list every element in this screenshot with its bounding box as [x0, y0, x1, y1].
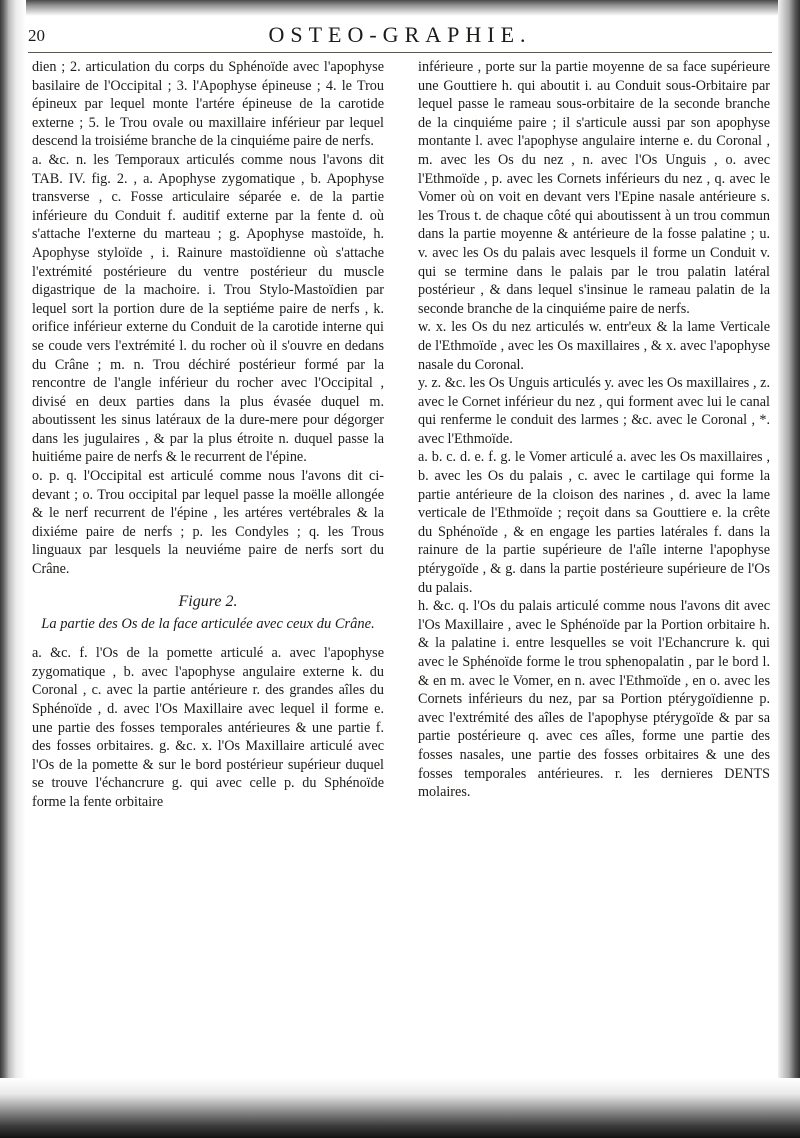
- paragraph: inférieure , porte sur la partie moyenne de sa face supérieure une Gouttiere h. qui aboutit i. au Conduit sous-Orbitaire par lequel passe le rameau sous-orbitaire de la seconde branche de la cinquiéme paire ; il s'articule aussi par son apophyse montante l. avec l'apophyse angulaire interne e. du Coronal , m. avec les Os du nez , n. avec l'Os Unguis , o. avec l'Ethmoïde , p. avec les Cornets inférieurs du nez , q. avec le Vomer où on voit en devant vers l'Epine nasale antérieure s. les Trous t. de chaque côté qui aboutissent à un trou commun dans la partie moyenne & antérieure de la fosse palatine ; u. v. avec les Os du palais avec lesquels il forme un Conduit v. qui se termine dans le palais par le trou palatin latéral postérieur , & dans lequel s'insinue le rameau palatin de la seconde branche de la cinquiéme paire de nerfs.: [418, 59, 770, 317]
- running-title: OSTEO-GRAPHIE.: [268, 22, 532, 47]
- page-edge-bottom: [0, 1078, 800, 1138]
- paragraph: w. x. les Os du nez articulés w. entr'eux & la lame Verticale de l'Ethmoïde , avec les Os maxillaires , & x. avec l'apophyse nasale du Coronal.: [418, 319, 770, 373]
- paragraph: o. p. q. l'Occipital est articulé comme nous l'avons dit ci-devant ; o. Trou occipital par lequel passe la moëlle allongée & le nerf recurrent de l'épine , les artéres vertébrales & la dixiéme paire de nerfs ; p. les Condyles ; q. les Trous linguaux par lesquels la neuviéme paire de nerfs sort du Crâne.: [32, 468, 384, 578]
- paragraph: h. &c. q. l'Os du palais articulé comme nous l'avons dit avec l'Os Maxillaire , avec le Sphénoïde par la Portion orbitaire h. & la palatine i. entre lesquelles se voit l'Echancrure k. qui avec le Sphénoïde forme le trou sphenopalatin , par le bord l. & en m. avec le Vomer, en n. avec l'Ethmoïde , en o. avec les Cornets inférieurs du nez, par sa Portion ptérygoïdienne p. avec l'extrémité des aîles de l'apophyse ptérygoïde & par sa partie postérieure q. avec ces aîles, forme une partie des fosses nasales, une partie des fosses orbitaires & une des fosses temporales antérieures. r. les dernieres DENTS molaires.: [418, 598, 770, 801]
- right-column: [418, 58, 770, 802]
- paragraph: a. &c. f. l'Os de la pomette articulé a. avec l'apophyse zygomatique , b. avec l'apophyse angulaire externe k. du Coronal , c. avec la partie antérieure r. des grandes aîles du Sphénoïde , d. avec l'Os Maxillaire avec lequel il forme e. une partie des fosses temporales antérieures & une partie f. des fosses orbitaires. g. &c. x. l'Os Maxillaire articulé avec l'Os de la pomette & sur le bord postérieur supérieur duquel se trouve l'échancrure g. qui avec celle p. du Sphénoïde forme la fente orbitaire: [32, 645, 384, 810]
- paragraph: dien ; 2. articulation du corps du Sphénoïde avec l'apophyse basilaire de l'Occipital ; 3. l'Apophyse épineuse ; 4. le Trou épineux par lequel monte l'artére épineuse de la carotide externe ; 5. le Trou ovale ou maxillaire inférieur par lequel descend la troisiéme branche de la cinquiéme paire de nerfs.: [32, 59, 384, 150]
- figure-subheading: La partie des Os de la face articulée avec ceux du Crâne.: [41, 616, 375, 633]
- paragraph: a. b. c. d. e. f. g. le Vomer articulé a. avec les Os maxillaires , b. avec les Os du palais , c. avec le cartilage qui forme la partie antérieure de la cloison des narines , d. avec la lame verticale de l'Ethmoïde ; reçoit dans sa Gouttiere e. la crête du Sphénoïde , & en engage les parties latérales f. dans la rainure de la partie supérieure de l'aîle interne l'apophyse ptérygoïde , & g. dans la partie postérieure supérieure de l'Os du palais.: [418, 449, 770, 596]
- header-rule: [28, 52, 772, 53]
- figure-heading: Figure 2.: [178, 592, 238, 610]
- running-head: [28, 22, 772, 52]
- paragraph: a. &c. n. les Temporaux articulés comme nous l'avons dit TAB. IV. fig. 2. , a. Apophyse zygomatique , b. Apophyse transverse , c. Fosse articulaire séparée e. de la partie inférieure du Conduit f. auditif externe par la fente d. où s'attache l'externe du marteau ; g. Apophyse mastoïde, h. Apophyse styloïde , i. Rainure mastoïdienne où s'attache l'extrémité postérieure du ventre postérieur du muscle digastrique de la machoire. i. Trou Stylo-Mastoïdien par lequel sort la portion dure de la septiéme paire de nerfs , k. orifice inférieur externe du Conduit de la carotide interne qui se coude vers l'extrémité l. du rocher où il s'ouvre en dedans du Crâne ; m. n. Trou déchiré postérieur formé par la rencontre de l'angle inférieur du rocher avec l'Occipital , divisé en deux parties dans la plus évasée duquel m. aboutissent les sinus latéraux de la dure-mere pour dégorger dans les jugulaires , & par la plus étroite n. duquel passe la huitiéme paire de nerfs & le recurrent de l'épine.: [32, 151, 384, 466]
- left-column: [32, 58, 384, 812]
- page-number: 20: [28, 26, 45, 45]
- page-edge-right: [778, 0, 800, 1138]
- page-edge-left: [0, 0, 26, 1138]
- paragraph: y. z. &c. les Os Unguis articulés y. avec les Os maxillaires , z. avec le Cornet inférieur du nez , qui forment avec lui le canal qui renferme le conduit des larmes ; &c. avec le Coronal , *. avec l'Ethmoïde.: [418, 375, 770, 447]
- page-edge-top: [0, 0, 800, 16]
